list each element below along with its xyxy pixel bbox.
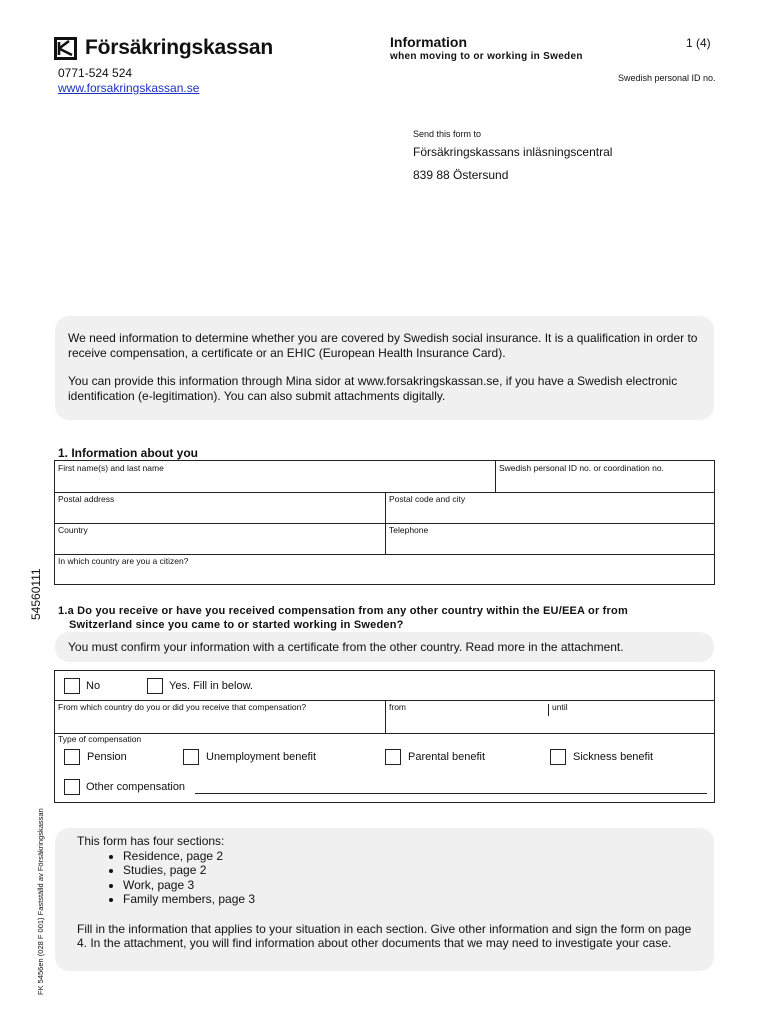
other-compensation-input[interactable] [195,793,707,794]
summary-item: • Studies, page 2 [123,863,700,878]
question-1a-line-2: Switzerland since you came to or started working in Sweden? [69,619,404,631]
type-of-compensation-label: Type of compensation [58,734,142,744]
summary-item: • Residence, page 2 [123,849,700,864]
option-other[interactable] [64,779,185,795]
summary-intro: This form has four sections: [77,834,225,848]
no-label: No [86,680,101,692]
website-link[interactable]: www.forsakringskassan.se [58,81,200,95]
form-title: Information [390,34,467,50]
citizenship-label: In which country are you a citizen? [58,556,189,566]
phone-number: 0771-524 524 [58,66,133,80]
yes-checkbox[interactable] [147,678,163,694]
summary-item: • Work, page 3 [123,878,700,893]
option-yes[interactable] [147,678,253,694]
page-number: 1 (4) [686,36,711,50]
country-label: Country [58,525,88,535]
intro-paragraph-2: You can provide this information through Mina sidor at www.forsakringskassan.se, if you have a Swedish electronic identification (e-legitimation). You can also submit attachments digitally. [68,374,678,403]
postal-code-city-label: Postal code and city [389,494,466,504]
option-unemployment[interactable] [183,749,316,765]
personal-id-field-label: Swedish personal ID no. or coordination no. [499,463,664,473]
pension-label: Pension [87,751,127,763]
section-1-title: 1. Information about you [58,446,198,460]
question-1a [58,604,708,632]
form-subtitle: when moving to or working in Sweden [390,51,583,62]
option-sickness[interactable] [550,749,653,765]
summary-list [77,849,700,907]
yes-label: Yes. Fill in below. [169,680,253,692]
side-form-number: 54560111 [29,568,43,620]
side-footer-text: FK 5456en (028 F 001) Fastställd av Försäkringskassan [36,808,45,995]
summary-outro: Fill in the information that applies to your situation in each section. Give other information and sign the form on page 4. In the attachment, you will find information about other documents that we may need to investigate your case. [77,921,692,950]
postal-code-city-field[interactable] [389,494,709,522]
parental-checkbox[interactable] [385,749,401,765]
send-to-label: Send this form to [413,129,482,139]
unemployment-label: Unemployment benefit [206,751,317,763]
summary-item: • Family members, page 3 [123,892,700,907]
pension-checkbox[interactable] [64,749,80,765]
name-field[interactable] [58,463,488,491]
option-pension[interactable] [64,749,127,765]
sickness-label: Sickness benefit [573,751,654,763]
option-parental[interactable] [385,749,485,765]
intro-box [55,316,714,420]
parental-label: Parental benefit [408,751,486,763]
telephone-field[interactable] [389,525,709,553]
confirm-note: You must confirm your information with a certificate from the other country. Read more in the attachment. [55,632,714,662]
compensation-grid [54,670,715,803]
logo-text: Försäkringskassan [85,36,274,59]
intro-paragraph-1: We need information to determine whether you are covered by Swedish social insurance. It is a qualification in order to receive compensation, a certificate or an EHIC (European Health Insurance Card). [68,331,698,360]
logo-icon [54,37,77,60]
compensation-country-label: From which country do you or did you receive that compensation? [58,702,307,712]
sickness-checkbox[interactable] [550,749,566,765]
recipient-name: Försäkringskassans inläsningscentral [413,145,613,159]
other-checkbox[interactable] [64,779,80,795]
compensation-country-field[interactable] [58,702,378,731]
name-label: First name(s) and last name [58,463,164,473]
telephone-label: Telephone [389,525,429,535]
personal-info-grid [54,460,715,585]
citizenship-field[interactable] [58,556,708,584]
country-field[interactable] [58,525,378,553]
question-1a-line-1: 1.a Do you receive or have you received compensation from any other country within the EU/EEA or from [58,605,628,617]
until-date-field[interactable] [552,702,707,731]
no-checkbox[interactable] [64,678,80,694]
until-label: until [552,702,568,712]
unemployment-checkbox[interactable] [183,749,199,765]
postal-address-label: Postal address [58,494,115,504]
logo [54,36,273,60]
other-label: Other compensation [86,781,186,793]
summary-box [55,828,714,971]
postal-address-field[interactable] [58,494,378,522]
from-label: from [389,702,406,712]
from-date-field[interactable] [389,702,539,731]
personal-id-field[interactable] [499,463,709,491]
option-no[interactable] [64,678,100,694]
recipient-address: 839 88 Östersund [413,168,509,182]
personal-id-label: Swedish personal ID no. [618,73,716,83]
